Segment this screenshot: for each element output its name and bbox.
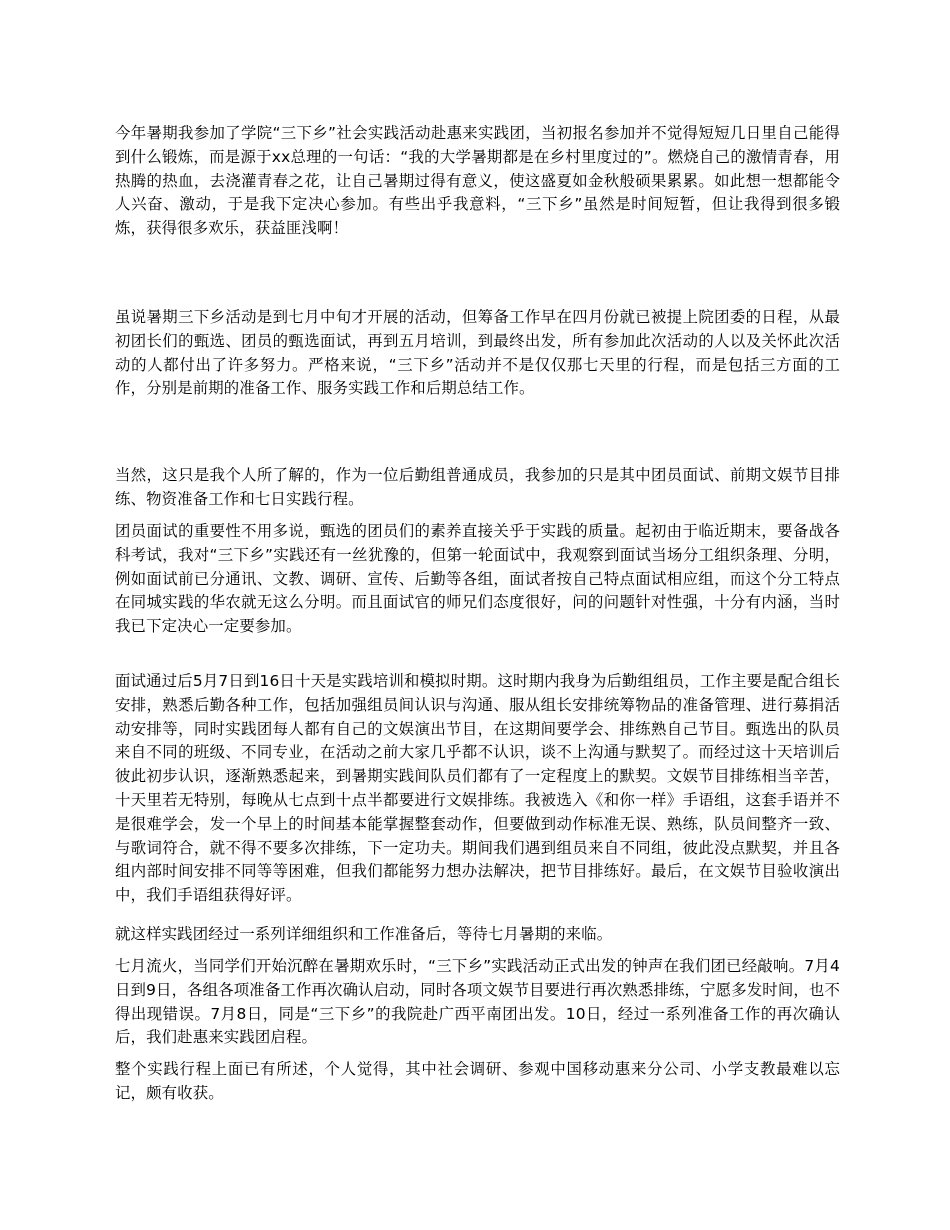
paragraph-preparation: 虽说暑期三下乡活动是到七月中旬才开展的活动，但筹备工作早在四月份就已被提上院团委的日程，从最初团长们的甄选、团员的甄选面试，再到五月培训，到最终出发，所有参加此次活动的人以及关怀此次活动的人都付出了许多努力。严格来说，“三下乡”活动并不是仅仅那七天里的行程，而是包括三方面的工作，分别是前期的准备工作、服务实践工作和后期总结工作。 xyxy=(115,308,840,398)
paragraph-waiting: 就这样实践团经过一系列详细组织和工作准备后，等待七月暑期的来临。 xyxy=(115,925,613,943)
paragraph-itinerary: 整个实践行程上面已有所述，个人觉得，其中社会调研、参观中国移动惠来分公司、小学支教最难以忘记，颇有收获。 xyxy=(115,1060,840,1102)
paragraph-training: 面试通过后5月7日到16日十天是实践培训和模拟时期。这时期内我身为后勤组组员，工作主要是配合组长安排，熟悉后勤各种工作，包括加强组员间认识与沟通、服从组长安排统筹物品的准备管理、进行募捐活动安排等，同时实践团每人都有自己的文娱演出节目，在这期间要学会、排练熟自己节目。甄选出的队员来自不同的班级、不同专业，在活动之前大家几乎都不认识，谈不上沟通与默契了。而经过这十天培训后彼此初步认识，逐渐熟悉起来，到暑期实践间队员们都有了一定程度上的默契。文娱节目排练相当辛苦，十天里若无特别，每晚从七点到十点半都要进行文娱排练。我被选入《和你一样》手语组，这套手语并不是很难学会，发一个早上的时间基本能掌握整套动作，但要做到动作标准无误、熟练，队员间整齐一致、与歌词符合，就不得不要多次排练，下一定功夫。期间我们遇到组员来自不同组，彼此没点默契，并且各组内部时间安排不同等等困难，但我们都能努力想办法解决，把节目排练好。最后，在文娱节目验收演出中，我们手语组获得好评。 xyxy=(115,672,840,905)
paragraph-my-role: 当然，这只是我个人所了解的，作为一位后勤组普通成员，我参加的只是其中团员面试、前期文娱节目排练、物资准备工作和七日实践行程。 xyxy=(115,466,840,508)
paragraph-intro: 今年暑期我参加了学院“三下乡”社会实践活动赴惠来实践团，当初报名参加并不觉得短短几日里自己能得到什么锻炼，而是源于xx总理的一句话：“我的大学暑期都是在乡村里度过的”。燃烧自己的激情青春，用热腾的热血，去浇灌青春之花，让自己暑期过得有意义，使这盛夏如金秋般硕果累累。如此想一想都能令人兴奋、激动，于是我下定决心参加。有些出乎我意料，“三下乡”虽然是时间短暂，但让我得到很多锻炼，获得很多欢乐，获益匪浅啊！ xyxy=(115,124,840,238)
paragraph-departure: 七月流火，当同学们开始沉醉在暑期欢乐时，“三下乡”实践活动正式出发的钟声在我们团已经敲响。7月4日到9日，各组各项准备工作再次确认启动，同时各项文娱节目要进行再次熟悉排练，宁愿多发时间，也不得出现错误。7月8日，同是“三下乡”的我院赴广西平南团出发。10日，经过一系列准备工作的再次确认后，我们赴惠来实践团启程。 xyxy=(115,957,840,1047)
paragraph-interview: 团员面试的重要性不用多说，甄选的团员们的素养直接关乎于实践的质量。起初由于临近期末，要备战各科考试，我对“三下乡”实践还有一丝犹豫的，但第一轮面试中，我观察到面试当场分工组织条理、分明，例如面试前已分通讯、文教、调研、宣传、后勤等各组，面试者按自己特点面试相应组，而这个分工特点在同城实践的华农就无这么分明。而且面试官的师兄们态度很好，问的问题针对性强，十分有内涵，当时我已下定决心一定要参加。 xyxy=(115,522,840,636)
